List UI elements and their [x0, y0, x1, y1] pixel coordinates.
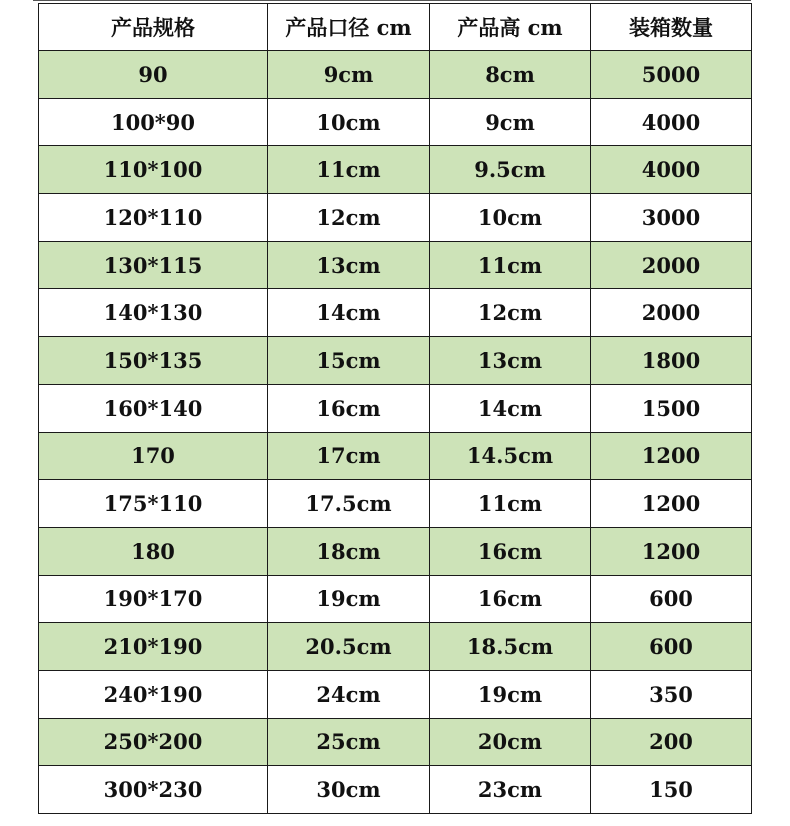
cell-height: 19cm — [430, 670, 591, 718]
table-row — [39, 718, 752, 766]
cell-spec: 160*140 — [39, 384, 268, 432]
table-row — [39, 384, 752, 432]
cell-diameter: 19cm — [268, 575, 430, 623]
header-diameter: 产品口径 cm — [268, 4, 430, 51]
header-height: 产品高 cm — [430, 4, 591, 51]
cell-height: 12cm — [430, 289, 591, 337]
cell-diameter: 15cm — [268, 337, 430, 385]
cell-spec: 100*90 — [39, 98, 268, 146]
cell-diameter: 24cm — [268, 670, 430, 718]
product-spec-table — [38, 3, 752, 814]
cell-box-quantity: 4000 — [591, 146, 752, 194]
table-row — [39, 575, 752, 623]
table-row — [39, 289, 752, 337]
cell-height: 13cm — [430, 337, 591, 385]
cell-diameter: 18cm — [268, 527, 430, 575]
header-spec: 产品规格 — [39, 4, 268, 51]
table-row — [39, 527, 752, 575]
cell-box-quantity: 1500 — [591, 384, 752, 432]
cell-diameter: 20.5cm — [268, 623, 430, 671]
cell-spec: 180 — [39, 527, 268, 575]
cell-box-quantity: 150 — [591, 766, 752, 814]
header-box-quantity: 装箱数量 — [591, 4, 752, 51]
cell-box-quantity: 4000 — [591, 98, 752, 146]
table-row — [39, 51, 752, 99]
cell-spec: 210*190 — [39, 623, 268, 671]
cell-box-quantity: 3000 — [591, 194, 752, 242]
cell-spec: 240*190 — [39, 670, 268, 718]
table-row — [39, 146, 752, 194]
table-row — [39, 194, 752, 242]
cell-height: 20cm — [430, 718, 591, 766]
cell-diameter: 10cm — [268, 98, 430, 146]
table-row — [39, 98, 752, 146]
cell-spec: 140*130 — [39, 289, 268, 337]
cell-height: 8cm — [430, 51, 591, 99]
cell-box-quantity: 1200 — [591, 527, 752, 575]
cell-spec: 175*110 — [39, 480, 268, 528]
cell-spec: 250*200 — [39, 718, 268, 766]
table-row — [39, 480, 752, 528]
table-row — [39, 623, 752, 671]
cell-box-quantity: 600 — [591, 623, 752, 671]
cell-height: 16cm — [430, 527, 591, 575]
cell-spec: 190*170 — [39, 575, 268, 623]
cell-box-quantity: 1200 — [591, 432, 752, 480]
cell-height: 16cm — [430, 575, 591, 623]
cell-spec: 130*115 — [39, 241, 268, 289]
cell-box-quantity: 2000 — [591, 289, 752, 337]
table-header — [39, 4, 752, 51]
cell-box-quantity: 5000 — [591, 51, 752, 99]
cell-diameter: 11cm — [268, 146, 430, 194]
table-row — [39, 432, 752, 480]
cell-diameter: 9cm — [268, 51, 430, 99]
cell-spec: 300*230 — [39, 766, 268, 814]
cell-height: 11cm — [430, 241, 591, 289]
cell-diameter: 17.5cm — [268, 480, 430, 528]
cell-height: 11cm — [430, 480, 591, 528]
cell-height: 18.5cm — [430, 623, 591, 671]
cell-diameter: 30cm — [268, 766, 430, 814]
cell-box-quantity: 200 — [591, 718, 752, 766]
cell-box-quantity: 1200 — [591, 480, 752, 528]
cell-box-quantity: 1800 — [591, 337, 752, 385]
cell-spec: 90 — [39, 51, 268, 99]
cell-diameter: 12cm — [268, 194, 430, 242]
table-row — [39, 241, 752, 289]
table-row — [39, 766, 752, 814]
cell-diameter: 17cm — [268, 432, 430, 480]
cell-height: 14.5cm — [430, 432, 591, 480]
table-row — [39, 337, 752, 385]
cell-diameter: 16cm — [268, 384, 430, 432]
cell-height: 9cm — [430, 98, 591, 146]
cell-spec: 110*100 — [39, 146, 268, 194]
cell-box-quantity: 600 — [591, 575, 752, 623]
cell-box-quantity: 2000 — [591, 241, 752, 289]
table-body — [39, 51, 752, 814]
cell-diameter: 14cm — [268, 289, 430, 337]
cell-spec: 120*110 — [39, 194, 268, 242]
cell-diameter: 13cm — [268, 241, 430, 289]
cell-diameter: 25cm — [268, 718, 430, 766]
top-border-line — [33, 0, 751, 1]
cell-height: 23cm — [430, 766, 591, 814]
cell-height: 9.5cm — [430, 146, 591, 194]
cell-box-quantity: 350 — [591, 670, 752, 718]
cell-spec: 150*135 — [39, 337, 268, 385]
cell-height: 10cm — [430, 194, 591, 242]
cell-spec: 170 — [39, 432, 268, 480]
cell-height: 14cm — [430, 384, 591, 432]
table-row — [39, 670, 752, 718]
header-row — [39, 4, 752, 51]
